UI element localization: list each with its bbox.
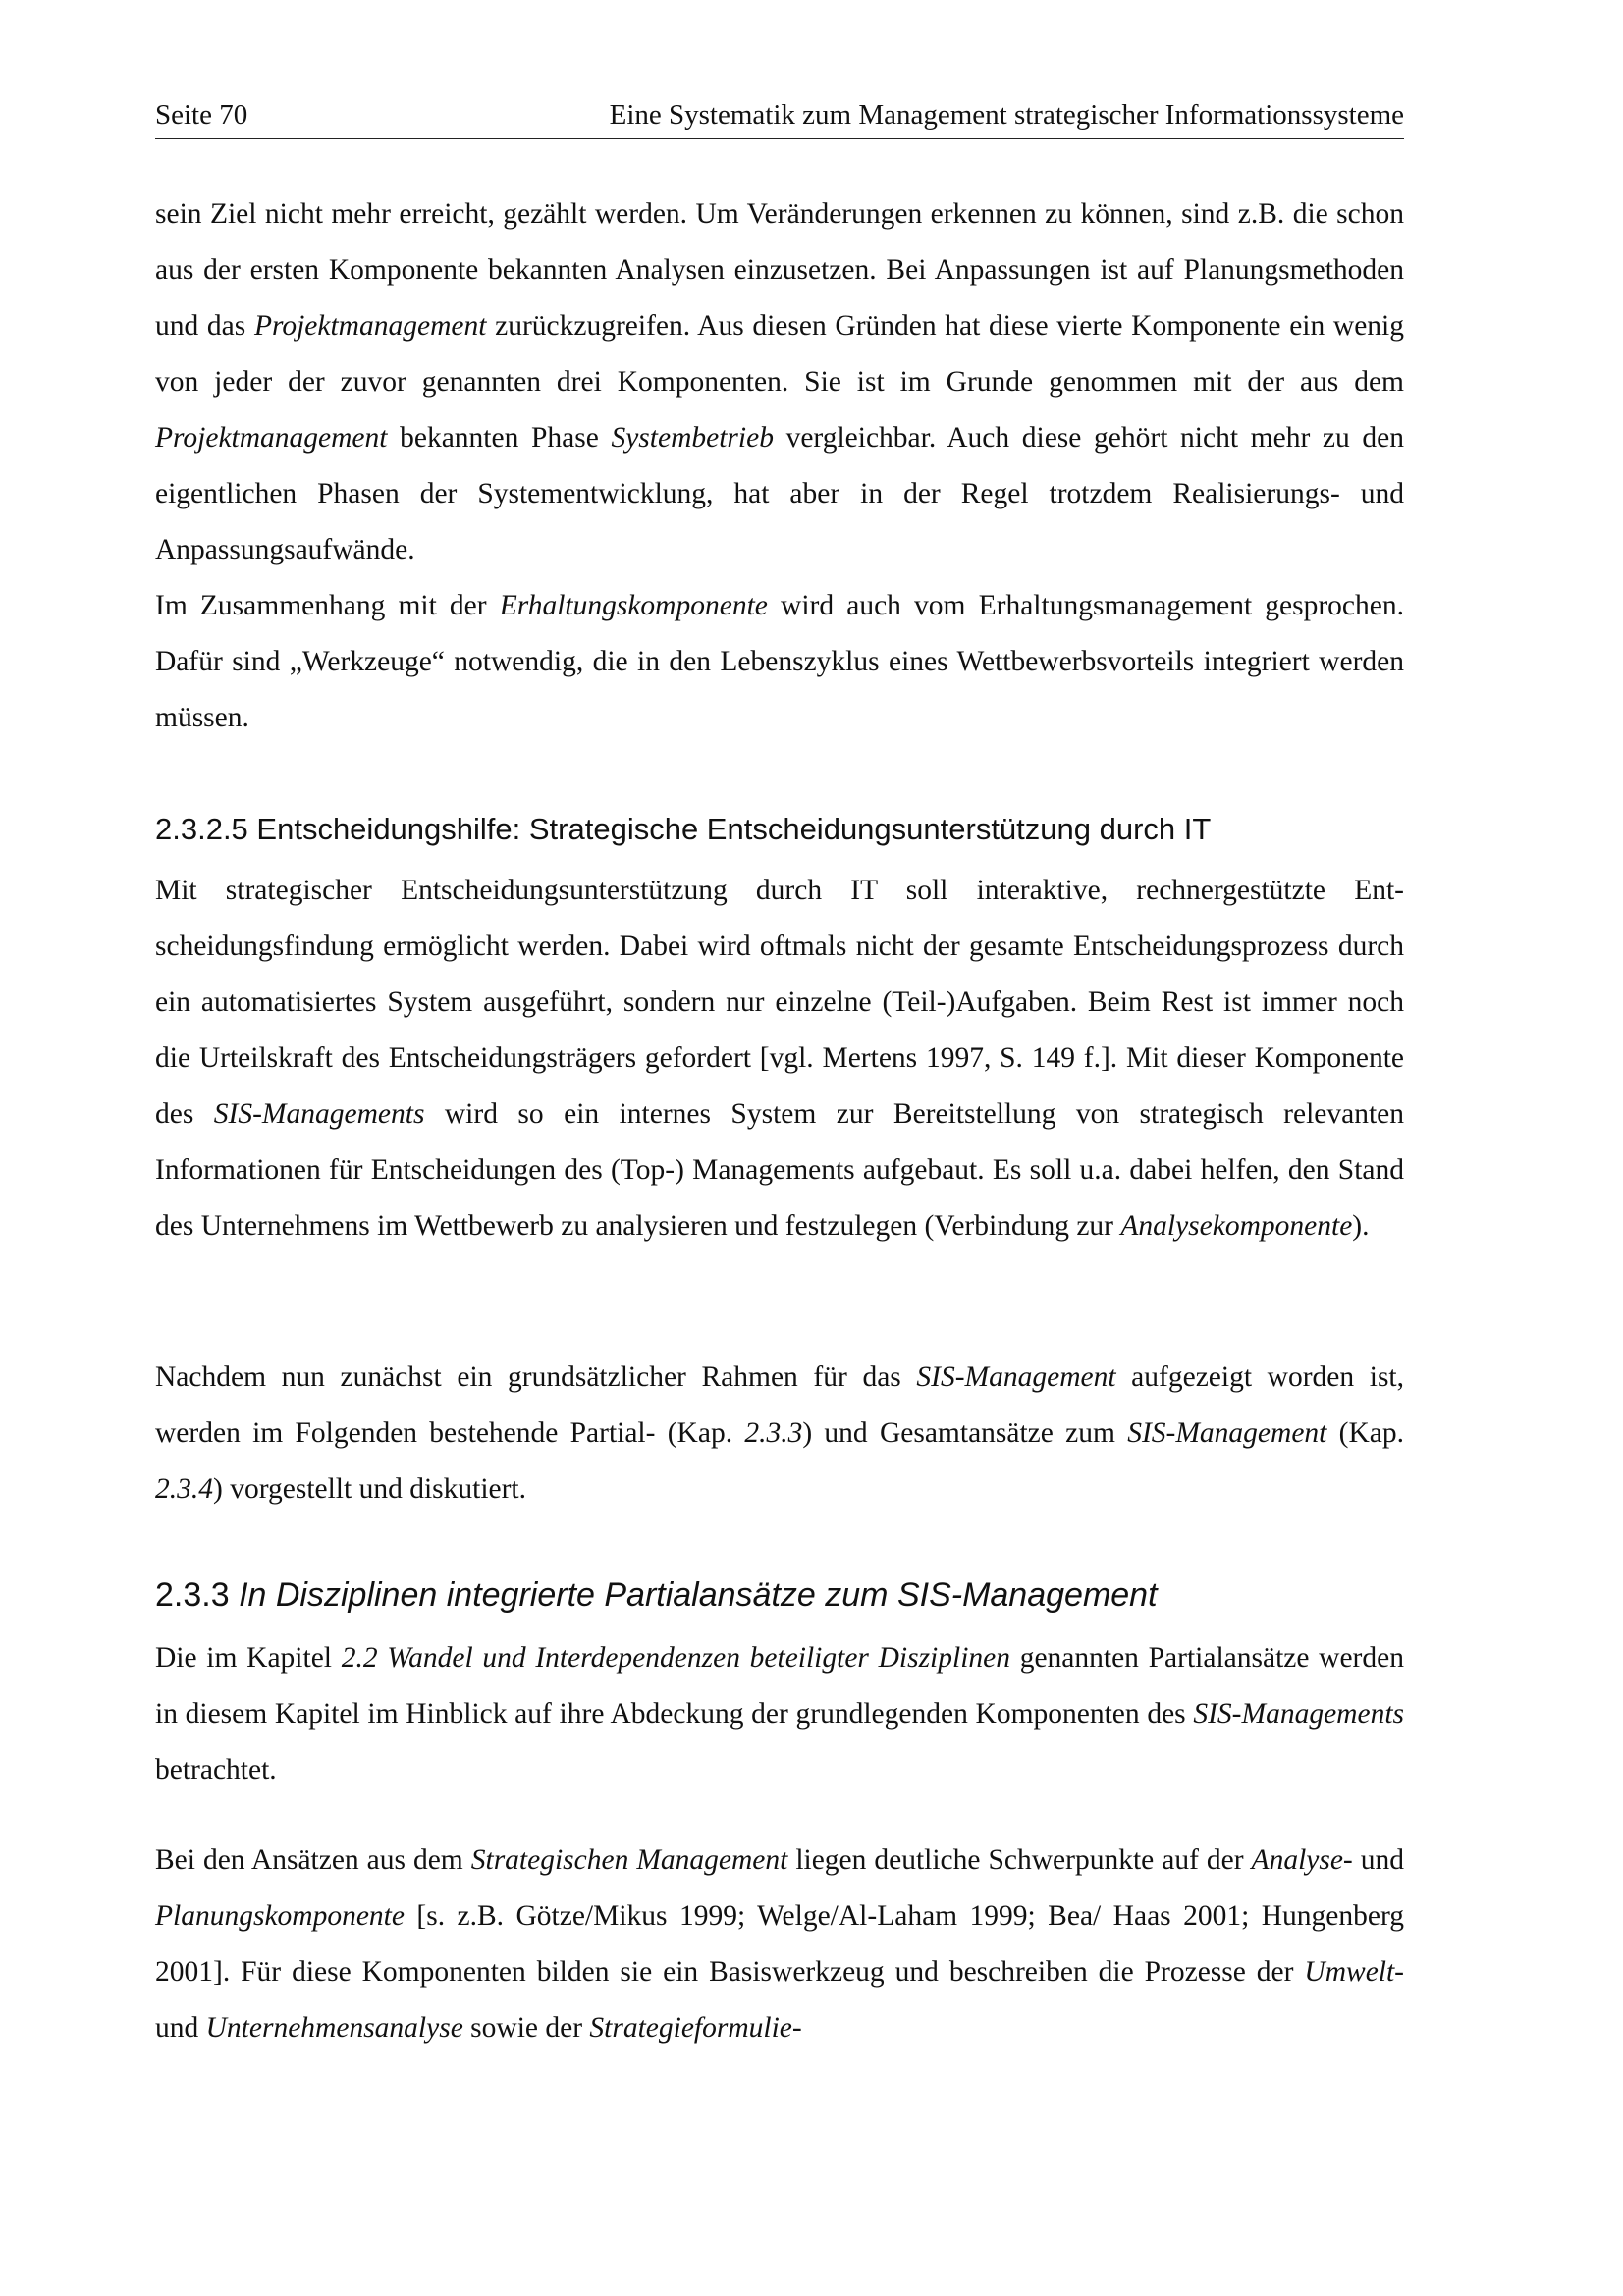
- term-strategisches-management: Strategischen Management: [470, 1844, 788, 1876]
- term-erhaltungskomponente: Erhaltungskomponente: [499, 590, 768, 621]
- term-analysekomponente: Analysekomponente: [1120, 1210, 1353, 1242]
- term-projektmanagement: Projektmanagement: [155, 422, 388, 454]
- term-analyse: Analyse-: [1251, 1844, 1353, 1876]
- heading-number: 2.3.3: [155, 1576, 230, 1614]
- term-sis-management: SIS-Management: [1127, 1417, 1327, 1449]
- term-sis-management: SIS-Management: [916, 1362, 1116, 1393]
- term-systembetrieb: Systembetrieb: [611, 422, 774, 454]
- chapter-ref-2-2: 2.2 Wandel und Interdependenzen beteiligter Disziplinen: [341, 1642, 1010, 1674]
- running-title: Eine Systematik zum Management strategischer Informationssysteme: [609, 99, 1404, 131]
- chapter-ref-2-3-4: 2.3.4: [155, 1473, 213, 1505]
- paragraph-strategisches-management: Bei den Ansätzen aus dem Strategischen Management liegen deutliche Schwerpunkte auf der Analyse- und Planungskomponente [s. z.B. Götze/Mikus 1999; Welge/Al-Laham 1999; Bea/ Haas 2001; Hungenberg 2001]. Für diese Komponenten bilden sie ein Basiswerkzeug und beschreiben die Prozesse der Umwelt- und Unternehmensanalyse sowie der Strategieformulie-: [155, 1844, 1405, 2044]
- page-number: Seite 70: [155, 99, 248, 131]
- paragraph-erhaltungsmanagement: Im Zusammenhang mit der Erhaltungskomponente wird auch vom Erhaltungsmanagement gesprochen. Dafür sind „Werkzeuge“ notwendig, die in den Lebenszyklus eines Wettbewerbsvorteils integriert werden müssen.: [155, 590, 1404, 733]
- paragraph-partialansaetze: Die im Kapitel 2.2 Wandel und Interdependenzen beteiligter Disziplinen genannten Partialansätze werden in diesem Kapitel im Hinblick auf ihre Abdeckung der grundlegenden Komponenten des SIS-Managements betrachtet.: [155, 1642, 1404, 1786]
- heading-2-3-3: [155, 1574, 1404, 1617]
- term-unternehmensanalyse: Unternehmensanalyse: [205, 2012, 463, 2044]
- term-sis-managements: SIS-Managements: [1193, 1698, 1404, 1730]
- term-umwelt: Umwelt-: [1304, 1956, 1404, 1988]
- paragraph-erhaltung-continued: sein Ziel nicht mehr erreicht, gezählt werden. Um Veränderungen erkennen zu können, sind z.B. die schon aus der ersten Komponente bekannten Analysen einzusetzen. Bei Anpassungen ist auf Planungsmethoden und das Projektmanagement zurückzugreifen. Aus diesen Gründen hat diese vierte Komponente ein wenig von jeder der zuvor genannten drei Komponenten. Sie ist im Grunde genommen mit der aus dem Projektmanagement bekannten Phase Systembetrieb vergleichbar. Auch diese gehört nicht mehr zu den eigentlichen Phasen der Systementwicklung, hat aber in der Regel trotzdem Realisierungs- und Anpassungsaufwände.: [155, 198, 1405, 565]
- heading-2-3-2-5: 2.3.2.5 Entscheidungshilfe: Strategische Entscheidungsunterstützung durch IT: [155, 812, 1212, 846]
- term-strategieformulierung: Strategieformulie-: [589, 2012, 802, 2044]
- heading-title: In Disziplinen integrierte Partialansätze zum SIS-Management: [239, 1576, 1158, 1614]
- term-projektmanagement: Projektmanagement: [253, 310, 487, 342]
- paragraph-rahmen: Nachdem nun zunächst ein grundsätzlicher Rahmen für das SIS-Management aufgezeigt worden ist, werden im Folgenden bestehende Partial- (Kap. 2.3.3) und Gesamtansätze zum SIS-Management (Kap. 2.3.4) vorgestellt und diskutiert.: [155, 1362, 1404, 1505]
- chapter-ref-2-3-3: 2.3.3: [744, 1417, 803, 1449]
- page-header: [155, 98, 1404, 139]
- term-planungskomponente: Planungskomponente: [155, 1900, 405, 1932]
- paragraph-entscheidungshilfe: Mit strategischer Entscheidungsunterstützung durch IT soll interaktive, rechnergestützte Entscheidungsfindung ermöglicht werden. Dabei wird oftmals nicht der gesamte Entscheidungsprozess durch ein automatisiertes System ausgeführt, sondern nur einzelne (Teil-)Aufgaben. Beim Rest ist immer noch die Urteilskraft des Entscheidungsträgers gefordert [vgl. Mertens 1997, S. 149 f.]. Mit dieser Komponente des SIS-Managements wird so ein internes System zur Bereitstellung von strategisch relevanten Informationen für Entscheidungen des (Top-) Managements aufgebaut. Es soll u.a. dabei helfen, den Stand des Unternehmens im Wettbewerb zu analysieren und festzulegen (Verbindung zur Analysekomponente).: [155, 875, 1404, 1242]
- term-sis-managements: SIS-Managements: [213, 1098, 425, 1130]
